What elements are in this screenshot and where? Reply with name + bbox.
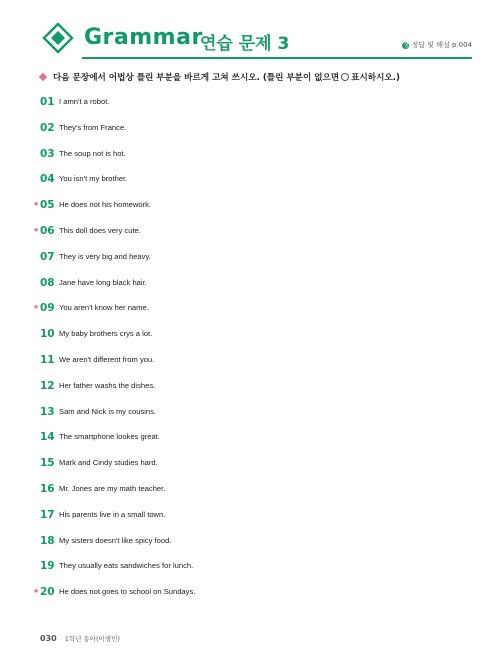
item-sentence: His parents live in a small town. <box>59 509 166 519</box>
section-title-korean: 연습 문제 3 <box>200 34 290 54</box>
item-sentence: They is very big and heavy. <box>59 251 151 261</box>
item-sentence: Jane have long black hair. <box>59 277 147 287</box>
header-divider <box>82 57 472 59</box>
exercise-item <box>0 326 400 342</box>
exercise-item <box>0 584 400 600</box>
exercise-item <box>0 378 400 394</box>
diamond-bullet-icon <box>39 73 47 81</box>
item-number: 04 <box>40 173 55 186</box>
exercise-item <box>0 94 400 110</box>
page-header <box>38 16 472 60</box>
item-sentence: He does not his homework. <box>59 200 152 210</box>
exercise-item <box>0 146 400 162</box>
item-number: 15 <box>40 457 55 470</box>
section-title-english: Grammar <box>84 25 203 50</box>
exercise-item <box>0 171 400 187</box>
exercise-item <box>0 533 400 549</box>
exercise-item <box>0 275 400 291</box>
item-sentence: My sisters doesn't like spicy food. <box>59 535 172 545</box>
exercise-item <box>0 120 400 136</box>
star-icon: ★ <box>33 201 40 209</box>
exercise-item <box>0 455 400 471</box>
item-number: 08 <box>40 276 55 289</box>
page-number: 030 <box>40 634 57 643</box>
answer-reference <box>402 40 472 50</box>
item-sentence: The soup not is hot. <box>59 148 126 158</box>
item-number: 06 <box>40 225 55 237</box>
item-number: 20 <box>40 586 55 599</box>
item-number: 13 <box>40 405 55 418</box>
item-sentence: Mr. Jones are my math teacher. <box>59 484 166 493</box>
circle-mark-icon <box>341 73 349 81</box>
item-sentence: They's from France. <box>59 122 127 132</box>
star-icon: ★ <box>33 227 40 234</box>
item-sentence: Her father washs the dishes. <box>59 380 156 390</box>
item-sentence: Sam and Nick is my cousins. <box>59 406 157 416</box>
item-sentence: The smartphone lookes great. <box>59 432 160 442</box>
exercise-item <box>0 404 400 420</box>
item-sentence: Mark and Cindy studies hard. <box>59 458 158 468</box>
exercise-item <box>0 300 400 316</box>
star-icon: ★ <box>33 588 40 596</box>
exercise-item <box>0 249 400 265</box>
instruction-text-2: 표시하시오.) <box>351 73 400 83</box>
item-number: 09 <box>40 302 55 315</box>
item-number: 14 <box>40 431 55 444</box>
item-sentence: We aren't different from you. <box>59 355 155 364</box>
item-number: 11 <box>40 354 55 366</box>
book-title: 1학년 동아(이병민) <box>64 635 120 643</box>
answer-reference-text: 정답 및 해설 p.004 <box>411 41 472 49</box>
item-number: 12 <box>40 379 55 392</box>
item-sentence: I amn't a robot. <box>59 97 110 106</box>
instruction-text-1: 다음 문장에서 어법상 틀린 부분을 바르게 고쳐 쓰시오. (틀린 부분이 없으면 <box>53 73 340 83</box>
item-number: 02 <box>40 121 55 134</box>
item-sentence: You isn't my brother. <box>59 174 128 184</box>
item-sentence: He does not goes to school on Sundays. <box>59 587 196 597</box>
grammar-logo-icon <box>40 20 76 56</box>
exercise-instruction <box>40 71 400 83</box>
item-number: 19 <box>40 560 55 573</box>
item-number: 07 <box>40 250 55 263</box>
item-sentence: This doll does very cute. <box>59 226 141 235</box>
item-number: 17 <box>40 508 55 521</box>
page-footer <box>40 634 120 643</box>
star-icon: ★ <box>33 304 40 312</box>
item-sentence: They usually eats sandwiches for lunch. <box>59 561 194 571</box>
item-number: 05 <box>40 199 55 212</box>
item-number: 01 <box>40 96 55 108</box>
answer-badge-icon: 정 <box>403 41 409 49</box>
exercise-item <box>0 223 400 239</box>
exercise-item <box>0 197 400 213</box>
exercise-item <box>0 352 400 368</box>
item-sentence: You aren't know her name. <box>59 303 149 313</box>
item-sentence: My baby brothers crys a lot. <box>59 329 153 339</box>
exercise-item <box>0 507 400 523</box>
item-number: 18 <box>40 534 55 547</box>
exercise-item <box>0 429 400 445</box>
exercise-item <box>0 481 400 497</box>
exercise-item <box>0 558 400 574</box>
item-number: 03 <box>40 147 55 160</box>
item-number: 10 <box>40 328 55 341</box>
item-number: 16 <box>40 483 55 495</box>
